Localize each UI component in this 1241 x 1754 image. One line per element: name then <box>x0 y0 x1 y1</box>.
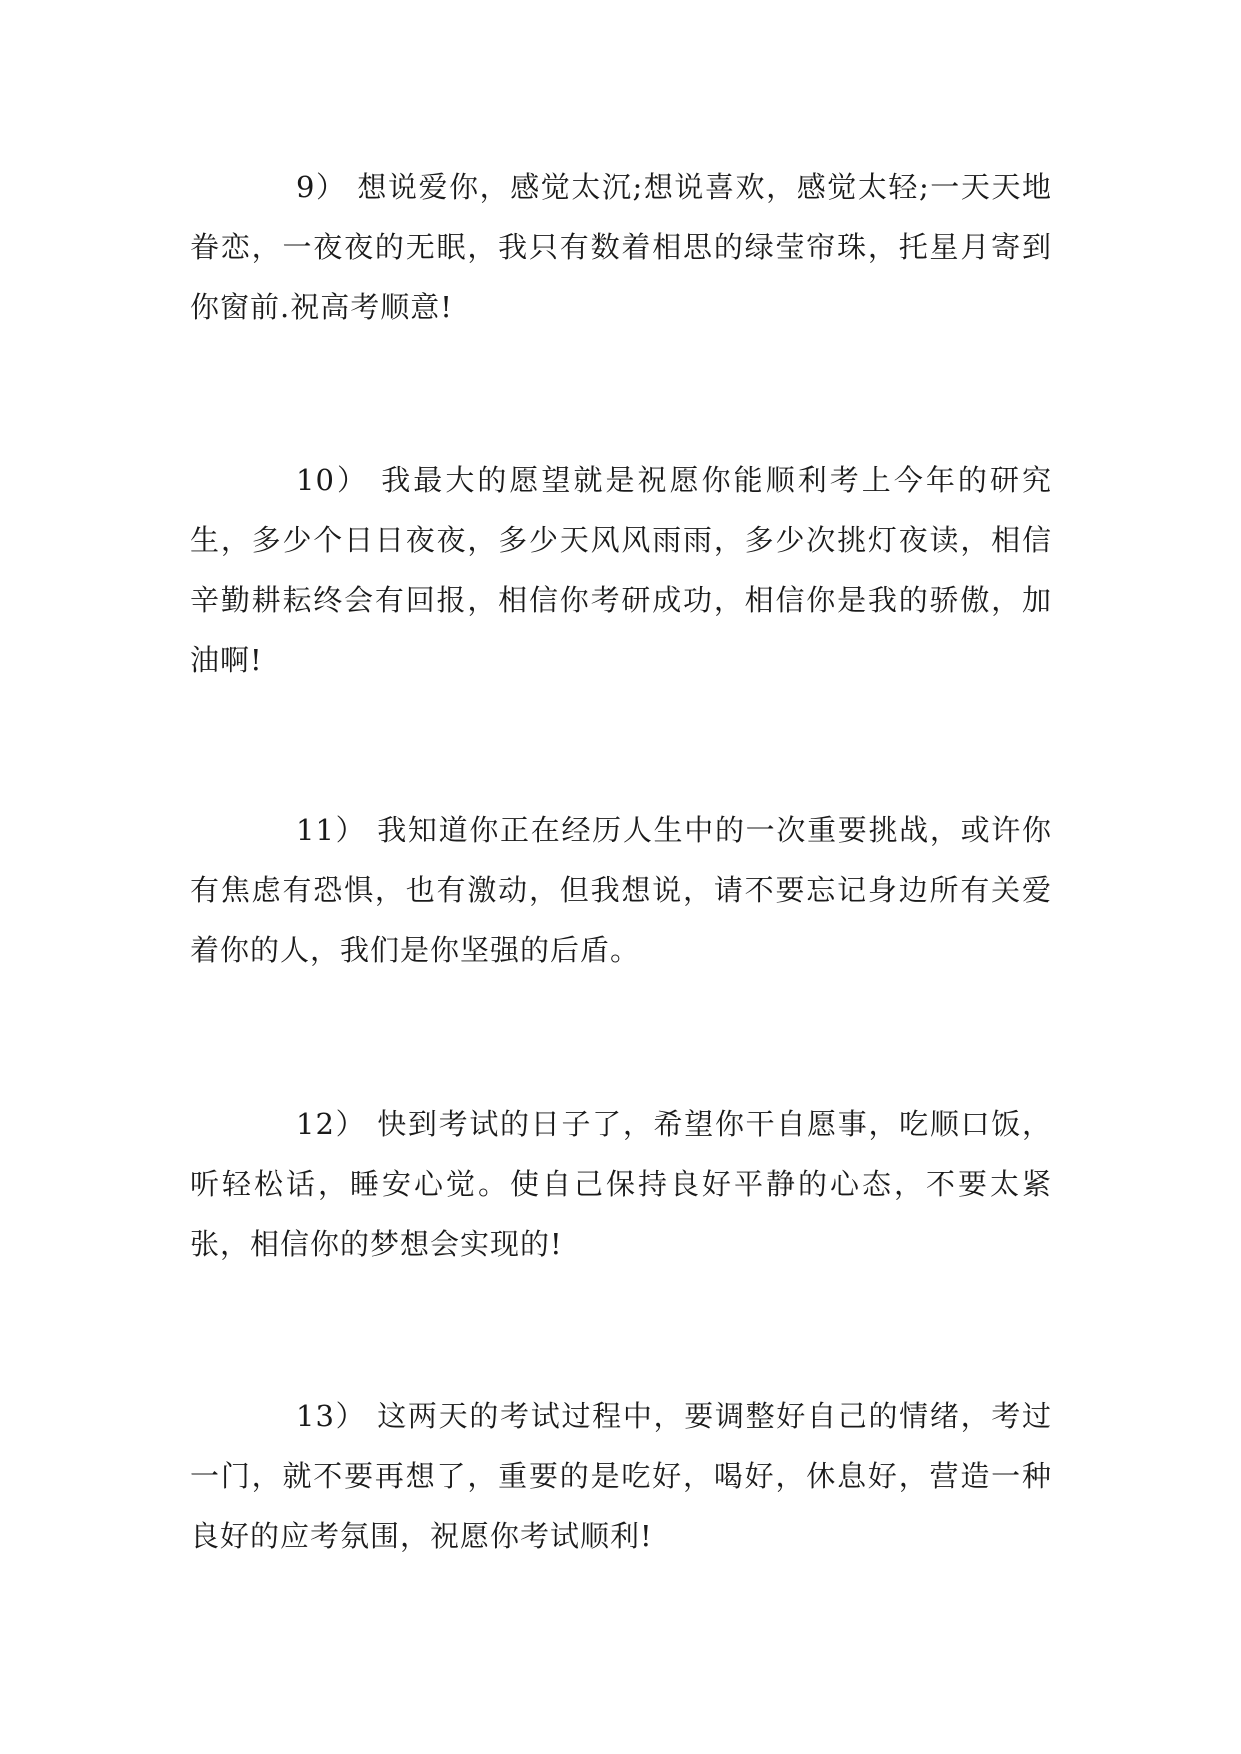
paragraph-number: 13） <box>296 1399 367 1433</box>
paragraph-13 <box>190 1386 1052 1566</box>
paragraph-11 <box>190 800 1052 980</box>
paragraph-text: 我知道你正在经历人生中的一次重要挑战，或许你有焦虑有恐惧，也有激动，但我想说，请不要忘记身边所有关爱着你的人，我们是你坚强的后盾。 <box>190 813 1052 967</box>
paragraph-number: 12） <box>296 1107 367 1141</box>
paragraph-number: 9） <box>296 170 347 204</box>
paragraph-12 <box>190 1094 1052 1274</box>
paragraph-10 <box>190 450 1052 690</box>
paragraph-text: 我最大的愿望就是祝愿你能顺利考上今年的研究生，多少个日日夜夜，多少天风风雨雨，多少次挑灯夜读，相信辛勤耕耘终会有回报，相信你考研成功，相信你是我的骄傲，加油啊! <box>190 463 1052 677</box>
paragraph-9 <box>190 157 1052 337</box>
paragraph-text: 快到考试的日子了，希望你干自愿事，吃顺口饭，听轻松话，睡安心觉。使自己保持良好平静的心态，不要太紧张，相信你的梦想会实现的! <box>190 1107 1052 1261</box>
paragraph-number: 10） <box>296 463 369 497</box>
paragraph-text: 这两天的考试过程中，要调整好自己的情绪，考过一门，就不要再想了，重要的是吃好，喝好，休息好，营造一种良好的应考氛围，祝愿你考试顺利! <box>190 1399 1052 1553</box>
paragraph-text: 想说爱你，感觉太沉;想说喜欢，感觉太轻;一天天地眷恋，一夜夜的无眠，我只有数着相思的绿莹帘珠，托星月寄到你窗前.祝高考顺意! <box>190 170 1053 324</box>
paragraph-number: 11） <box>296 813 367 847</box>
